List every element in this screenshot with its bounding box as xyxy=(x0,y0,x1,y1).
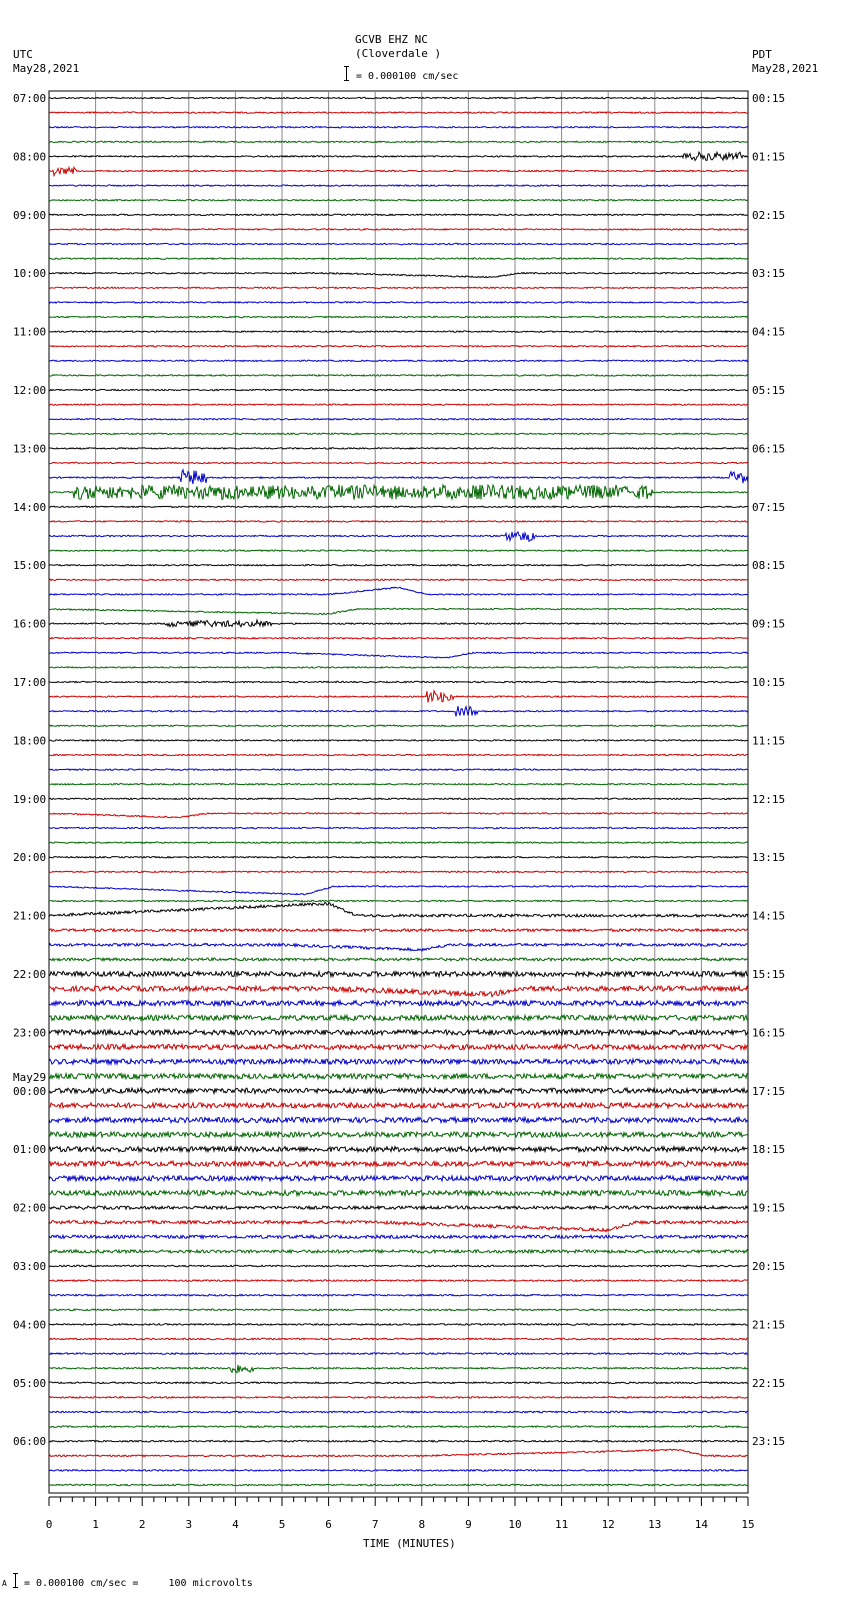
station-location: (Cloverdale ) xyxy=(355,47,442,60)
left-hour-label: 15:00 xyxy=(13,559,47,573)
right-hour-label: 02:15 xyxy=(752,208,786,222)
seismic-trace xyxy=(49,302,748,303)
seismic-trace xyxy=(49,769,748,770)
seismic-trace xyxy=(49,1074,748,1079)
right-hour-label: 15:15 xyxy=(752,968,786,981)
left-date: May28,2021 xyxy=(13,62,80,75)
seismic-trace xyxy=(49,667,748,668)
seismic-trace xyxy=(49,900,748,901)
seismic-trace xyxy=(49,842,748,843)
left-hour-label: 06:00 xyxy=(13,1435,47,1449)
seismic-trace xyxy=(49,1440,748,1442)
seismic-trace xyxy=(49,470,748,484)
seismic-trace xyxy=(49,1132,748,1137)
seismic-trace xyxy=(49,725,748,726)
right-timezone: PDT xyxy=(752,48,772,61)
seismic-trace xyxy=(49,185,748,186)
footer-scale-prefix: A xyxy=(2,1579,7,1588)
seismic-trace xyxy=(49,1365,748,1373)
seismic-trace xyxy=(49,681,748,682)
left-hour-label: 19:00 xyxy=(13,792,47,806)
plot-frame xyxy=(49,91,748,1493)
left-hour-label: 20:00 xyxy=(13,851,47,865)
right-hour-label: 21:15 xyxy=(752,1318,786,1332)
seismic-trace xyxy=(49,419,748,420)
left-hour-label: 07:00 xyxy=(13,92,47,105)
seismic-trace xyxy=(49,389,748,390)
seismic-trace xyxy=(49,97,748,98)
seismic-trace xyxy=(49,331,748,332)
seismic-trace xyxy=(49,200,748,201)
x-tick-label: 4 xyxy=(232,1518,239,1531)
right-hour-label: 01:15 xyxy=(752,150,786,164)
right-hour-label: 04:15 xyxy=(752,325,786,339)
seismic-trace xyxy=(49,608,748,614)
left-hour-label: 00:00 xyxy=(13,1084,47,1098)
seismic-trace xyxy=(49,798,748,799)
x-tick-label: 12 xyxy=(601,1518,615,1531)
seismic-trace xyxy=(49,1221,748,1232)
seismic-trace xyxy=(49,1088,748,1093)
seismic-trace xyxy=(49,214,748,215)
footer-scale-bar-cap-bottom xyxy=(13,1587,18,1588)
right-hour-label: 17:15 xyxy=(752,1084,786,1098)
left-hour-label: 01:00 xyxy=(13,1143,47,1157)
x-tick-label: 7 xyxy=(371,1518,379,1531)
x-axis-label: TIME (MINUTES) xyxy=(363,1537,456,1550)
right-hour-label: 13:15 xyxy=(752,851,786,865)
x-tick-label: 6 xyxy=(325,1518,332,1531)
seismic-trace xyxy=(49,986,748,997)
left-hour-label: 18:00 xyxy=(13,734,47,748)
seismic-trace xyxy=(49,691,748,703)
seismic-trace xyxy=(49,1176,748,1181)
seismic-trace xyxy=(49,958,748,961)
seismic-trace xyxy=(49,360,748,361)
right-hour-label: 23:15 xyxy=(752,1435,786,1449)
left-hour-label: 22:00 xyxy=(13,968,47,981)
seismic-trace xyxy=(49,462,748,463)
seismic-trace xyxy=(49,1309,748,1311)
seismic-trace xyxy=(49,1411,748,1413)
left-hour-label: 14:00 xyxy=(13,500,47,514)
right-hour-label: 22:15 xyxy=(752,1376,786,1390)
seismic-trace xyxy=(49,784,748,785)
seismic-trace xyxy=(49,740,748,741)
seismic-trace xyxy=(49,287,748,288)
x-tick-label: 5 xyxy=(278,1518,286,1531)
seismic-trace xyxy=(49,273,748,278)
seismic-trace xyxy=(49,620,748,627)
seismic-trace xyxy=(49,506,748,507)
seismic-trace xyxy=(49,229,748,230)
seismic-trace xyxy=(49,1250,748,1253)
seismic-trace xyxy=(49,1397,748,1399)
left-hour-label: 09:00 xyxy=(13,208,47,222)
seismic-trace xyxy=(49,112,748,113)
left-hour-label: 12:00 xyxy=(13,384,47,397)
left-hour-label: 17:00 xyxy=(13,676,47,689)
footer-scale-text: = 0.000100 cm/sec = 100 microvolts xyxy=(24,1578,253,1589)
seismic-trace xyxy=(49,550,748,551)
seismic-trace xyxy=(49,943,748,951)
seismic-trace xyxy=(49,1294,748,1296)
footer-scale-bar-icon xyxy=(15,1573,16,1588)
seismic-trace xyxy=(49,152,748,160)
seismic-trace xyxy=(49,521,748,522)
seismic-trace xyxy=(49,1280,748,1282)
seismic-trace xyxy=(49,971,748,976)
seismic-trace xyxy=(49,1426,748,1428)
x-tick-label: 2 xyxy=(138,1518,146,1531)
right-hour-label: 19:15 xyxy=(752,1201,786,1215)
seismic-trace xyxy=(49,1338,748,1340)
seismic-trace xyxy=(49,813,748,818)
x-tick-label: 13 xyxy=(648,1518,662,1531)
seismic-trace xyxy=(49,127,748,128)
seismic-trace xyxy=(49,565,748,566)
x-tick-label: 15 xyxy=(741,1518,755,1531)
seismic-trace xyxy=(49,1117,748,1122)
seismic-trace xyxy=(49,1484,748,1486)
seismic-trace xyxy=(49,652,748,658)
seismic-trace xyxy=(49,1265,748,1267)
seismic-trace xyxy=(49,857,748,858)
left-date-change-label: May29 xyxy=(13,1070,47,1084)
left-hour-label: 05:00 xyxy=(13,1376,47,1390)
seismic-trace xyxy=(49,638,748,639)
seismic-trace xyxy=(49,1015,748,1020)
right-hour-label: 10:15 xyxy=(752,676,786,689)
x-tick-label: 9 xyxy=(465,1518,472,1531)
seismic-trace xyxy=(49,706,748,716)
station-title: GCVB EHZ NC xyxy=(355,33,428,46)
x-tick-label: 8 xyxy=(418,1518,426,1531)
seismic-trace xyxy=(49,1382,748,1384)
footer-scale-bar-cap-top xyxy=(13,1573,18,1574)
seismic-trace xyxy=(49,1449,748,1456)
right-hour-label: 06:15 xyxy=(752,442,786,456)
left-hour-label: 04:00 xyxy=(13,1318,47,1332)
right-hour-label: 11:15 xyxy=(752,734,786,748)
left-hour-label: 03:00 xyxy=(13,1260,47,1273)
seismic-trace xyxy=(49,1324,748,1326)
x-tick-label: 1 xyxy=(92,1518,99,1531)
seismic-trace xyxy=(49,1161,748,1166)
left-hour-label: 13:00 xyxy=(13,442,47,456)
seismic-trace xyxy=(49,1235,748,1238)
x-tick-label: 14 xyxy=(694,1518,709,1531)
seismic-trace xyxy=(49,1059,748,1064)
seismic-trace xyxy=(49,929,748,932)
seismic-trace xyxy=(49,1103,748,1108)
seismic-trace xyxy=(49,485,748,500)
x-tick-label: 10 xyxy=(508,1518,522,1531)
right-hour-label: 00:15 xyxy=(752,92,786,105)
left-hour-label: 21:00 xyxy=(13,909,47,923)
left-hour-label: 02:00 xyxy=(13,1201,47,1215)
x-tick-label: 0 xyxy=(45,1518,53,1531)
seismic-trace xyxy=(49,243,748,244)
seismic-trace xyxy=(49,404,748,405)
seismic-trace xyxy=(49,903,748,918)
seismic-trace xyxy=(49,1470,748,1472)
seismic-trace xyxy=(49,579,748,580)
seismic-trace xyxy=(49,375,748,376)
left-hour-label: 16:00 xyxy=(13,617,47,631)
right-hour-label: 05:15 xyxy=(752,384,786,397)
seismic-trace xyxy=(49,346,748,347)
seismic-trace xyxy=(49,532,748,541)
seismic-trace xyxy=(49,587,748,595)
seismic-trace xyxy=(49,1353,748,1355)
left-hour-label: 10:00 xyxy=(13,267,47,281)
right-hour-label: 12:15 xyxy=(752,792,786,806)
seismic-trace xyxy=(49,1190,748,1195)
seismic-trace xyxy=(49,871,748,872)
seismic-trace xyxy=(49,827,748,828)
seismic-trace xyxy=(49,886,748,895)
right-hour-label: 08:15 xyxy=(752,559,786,573)
scale-label: = 0.000100 cm/sec xyxy=(356,71,459,82)
seismic-trace xyxy=(49,1044,748,1049)
seismic-trace xyxy=(49,448,748,449)
seismic-trace xyxy=(49,258,748,259)
right-hour-label: 20:15 xyxy=(752,1260,786,1273)
seismic-trace xyxy=(49,1206,748,1209)
seismic-trace xyxy=(49,167,748,175)
seismic-trace xyxy=(49,1030,748,1035)
x-tick-label: 3 xyxy=(185,1518,193,1531)
seismic-trace xyxy=(49,316,748,317)
x-tick-label: 11 xyxy=(554,1518,569,1531)
seismic-trace xyxy=(49,1001,748,1006)
right-hour-label: 16:15 xyxy=(752,1026,786,1040)
right-hour-label: 18:15 xyxy=(752,1143,786,1157)
seismic-trace xyxy=(49,141,748,142)
right-hour-label: 03:15 xyxy=(752,267,786,281)
left-hour-label: 08:00 xyxy=(13,150,47,164)
right-hour-label: 09:15 xyxy=(752,617,786,631)
right-date: May28,2021 xyxy=(752,62,819,75)
right-hour-label: 07:15 xyxy=(752,500,786,514)
left-timezone: UTC xyxy=(13,48,33,61)
seismic-trace xyxy=(49,1147,748,1152)
seismic-trace xyxy=(49,754,748,755)
seismic-trace xyxy=(49,433,748,434)
left-hour-label: 23:00 xyxy=(13,1026,47,1040)
right-hour-label: 14:15 xyxy=(752,909,786,923)
left-hour-label: 11:00 xyxy=(13,325,47,339)
